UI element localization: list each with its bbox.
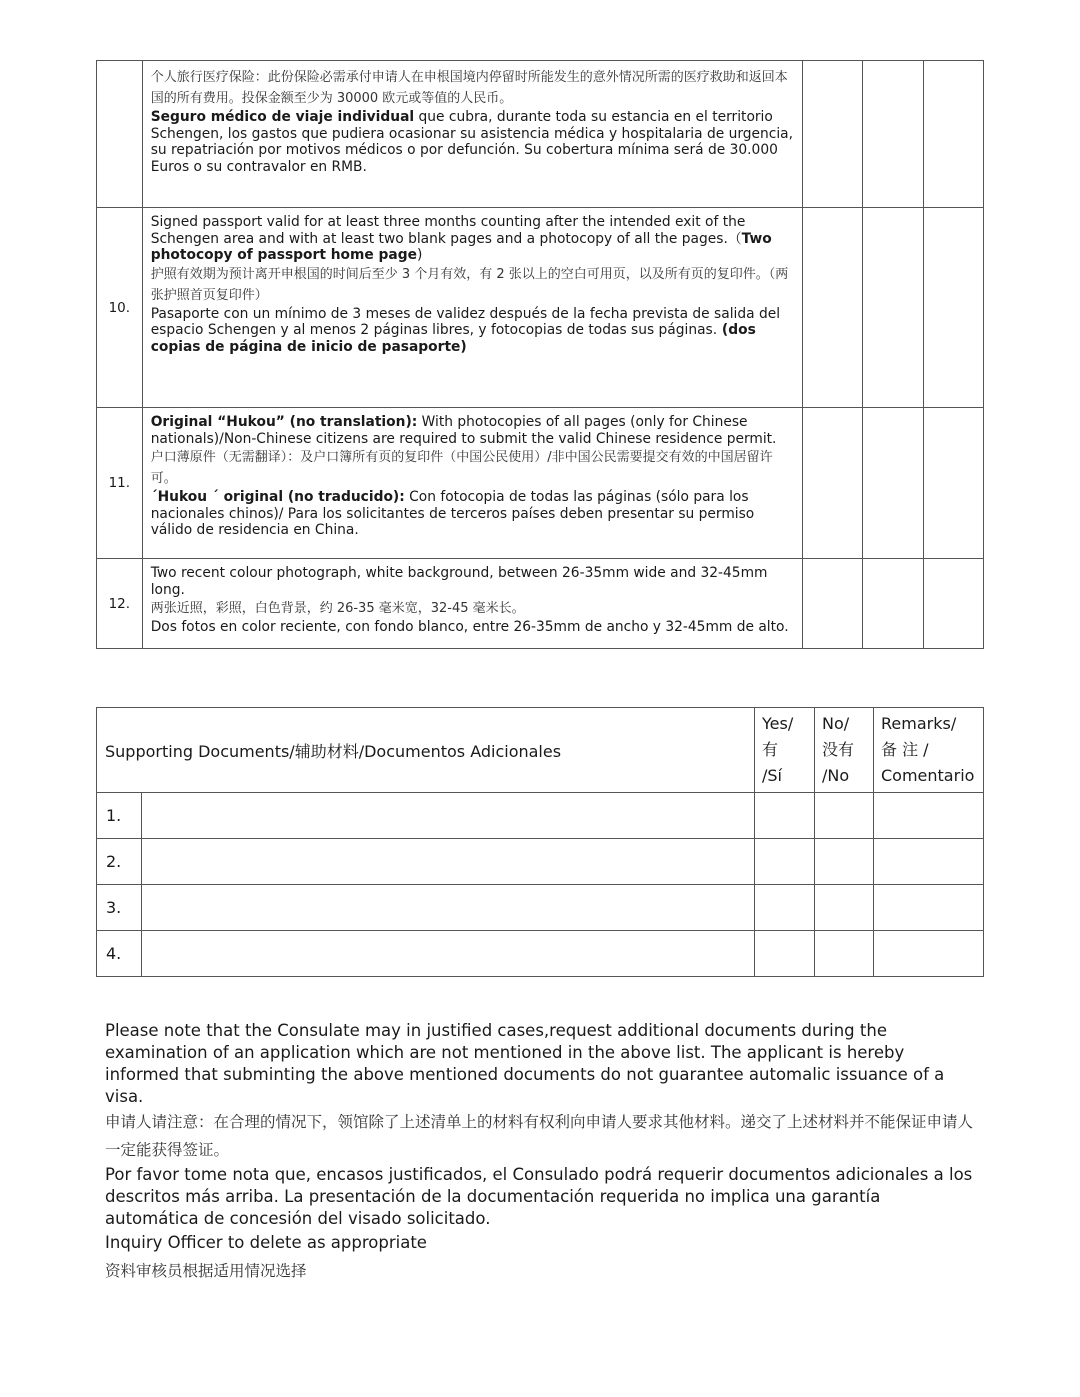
no-checkbox-cell[interactable] (815, 931, 874, 977)
description-zh: 户口薄原件（无需翻译）：及户口簿所有页的复印件（中国公民使用）/非中国公民需要提交有效的中国居留许可。 (150, 450, 773, 487)
description-es: Pasaporte con un mínimo de 3 meses de validez después de la fecha prevista de salida del espacio Schengen y al menos 2 páginas libres, y fotocopias de todas sus páginas. (dos copias de página de inicio de pasaporte) (150, 305, 781, 355)
description-zh: 个人旅行医疗保险：此份保险必需承付申请人在申根国境内停留时所能发生的意外情况所需的医疗救助和返回本国的所有费用。投保金额至少为 30000 欧元或等值的人民币。 (150, 70, 788, 106)
row-description (142, 559, 803, 649)
yes-checkbox-cell[interactable] (755, 793, 815, 839)
description-en: Two recent colour photograph, white background, between 26-35mm wide and 32-45mm long. (150, 565, 768, 598)
document-entry-cell[interactable] (142, 885, 755, 931)
table-header-row (97, 708, 984, 793)
table-row (97, 885, 984, 931)
row-number (97, 61, 143, 208)
yes-checkbox-cell[interactable] (803, 208, 863, 408)
remarks-cell[interactable] (874, 931, 984, 977)
description-es: ´Hukou ´ original (no traducido): Con fotocopia de todas las páginas (sólo para los nacionales chinos)/ Para los solicitantes de terceros países deben presentar su permiso válido de residencia en China. (150, 489, 755, 539)
no-checkbox-cell[interactable] (863, 559, 923, 649)
no-checkbox-cell[interactable] (863, 61, 923, 208)
notice-es: Por favor tome nota que, encasos justificados, el Consulado podrá requerir documentos adicionales a los descritos más arriba. La presentación de la documentación requerida no implica una garantía automática de concesión del visado solicitado. (105, 1165, 973, 1228)
remarks-cell[interactable] (874, 885, 984, 931)
yes-checkbox-cell[interactable] (755, 839, 815, 885)
yes-checkbox-cell[interactable] (803, 559, 863, 649)
requirements-checklist-table (96, 60, 984, 649)
row-description (142, 408, 803, 559)
description-zh: 两张近照，彩照，白色背景，约 26-35 毫米宽，32-45 毫米长。 (150, 601, 525, 617)
table-row (97, 408, 984, 559)
notice-zh: 申请人请注意：在合理的情况下，领馆除了上述清单上的材料有权利向申请人要求其他材料。递交了上述材料并不能保证申请人一定能获得签证。 (105, 1113, 974, 1159)
table-row (97, 559, 984, 649)
officer-note-en: Inquiry Officer to delete as appropriate (105, 1233, 427, 1252)
row-description (142, 208, 803, 408)
officer-note-zh: 资料审核员根据适用情况选择 (105, 1262, 307, 1280)
description-en: Signed passport valid for at least three months counting after the intended exit of the Schengen area and with at least two blank pages and a photocopy of all the pages.（Two photocopy of passport home page) (150, 214, 772, 264)
inquiry-officer-note (105, 1232, 427, 1288)
no-checkbox-cell[interactable] (815, 839, 874, 885)
table-row (97, 793, 984, 839)
description-zh: 护照有效期为预计离开申根国的时间后至少 3 个月有效，有 2 张以上的空白可用页，以及所有页的复印件。（两张护照首页复印件） (150, 266, 789, 303)
no-checkbox-cell[interactable] (863, 208, 923, 408)
row-number: 4. (97, 931, 142, 977)
document-entry-cell[interactable] (142, 839, 755, 885)
supporting-documents-header: Supporting Documents/辅助材料/Documentos Adicionales (97, 708, 755, 793)
table-row (97, 839, 984, 885)
row-number: 2. (97, 839, 142, 885)
row-number: 11. (97, 408, 143, 559)
description-en: Original “Hukou” (no translation): With photocopies of all pages (only for Chinese nationals)/Non-Chinese citizens are required to submit the valid Chinese residence permit. (150, 414, 777, 447)
consulate-notice (105, 1020, 975, 1230)
yes-checkbox-cell[interactable] (803, 408, 863, 559)
remarks-cell[interactable] (874, 839, 984, 885)
no-checkbox-cell[interactable] (815, 793, 874, 839)
yes-checkbox-cell[interactable] (755, 885, 815, 931)
yes-checkbox-cell[interactable] (755, 931, 815, 977)
supporting-documents-table (96, 707, 984, 977)
no-checkbox-cell[interactable] (863, 408, 923, 559)
remarks-cell[interactable] (874, 793, 984, 839)
no-checkbox-cell[interactable] (815, 885, 874, 931)
row-number: 10. (97, 208, 143, 408)
notice-en: Please note that the Consulate may in justified cases,request additional documents during the examination of an application which are not mentioned in the above list. The applicant is hereby informed that subminting the above mentioned documents do not guarantee automalic issuance of a visa. (105, 1021, 945, 1106)
no-column-header: No/ 没有 /No (815, 708, 874, 793)
row-number: 3. (97, 885, 142, 931)
table-row (97, 61, 984, 208)
row-number: 1. (97, 793, 142, 839)
yes-column-header: Yes/ 有 /Sí (755, 708, 815, 793)
remarks-cell[interactable] (923, 408, 983, 559)
description-es: Seguro médico de viaje individual que cubra, durante toda su estancia en el territorio Schengen, los gastos que pudiera ocasionar su asistencia médica y hospitalaria de urgencia, su repatriación por motivos médicos o por defunción. Su cobertura mínima será de 30.000 Euros o su contravalor en RMB. (150, 109, 794, 175)
table-row (97, 208, 984, 408)
remarks-cell[interactable] (923, 61, 983, 208)
row-number: 12. (97, 559, 143, 649)
description-es: Dos fotos en color reciente, con fondo blanco, entre 26-35mm de ancho y 32-45mm de alto. (150, 619, 789, 636)
yes-checkbox-cell[interactable] (803, 61, 863, 208)
row-description (142, 61, 803, 208)
remarks-cell[interactable] (923, 208, 983, 408)
remarks-column-header: Remarks/ 备 注 / Comentario (874, 708, 984, 793)
table-row (97, 931, 984, 977)
document-entry-cell[interactable] (142, 931, 755, 977)
document-entry-cell[interactable] (142, 793, 755, 839)
remarks-cell[interactable] (923, 559, 983, 649)
